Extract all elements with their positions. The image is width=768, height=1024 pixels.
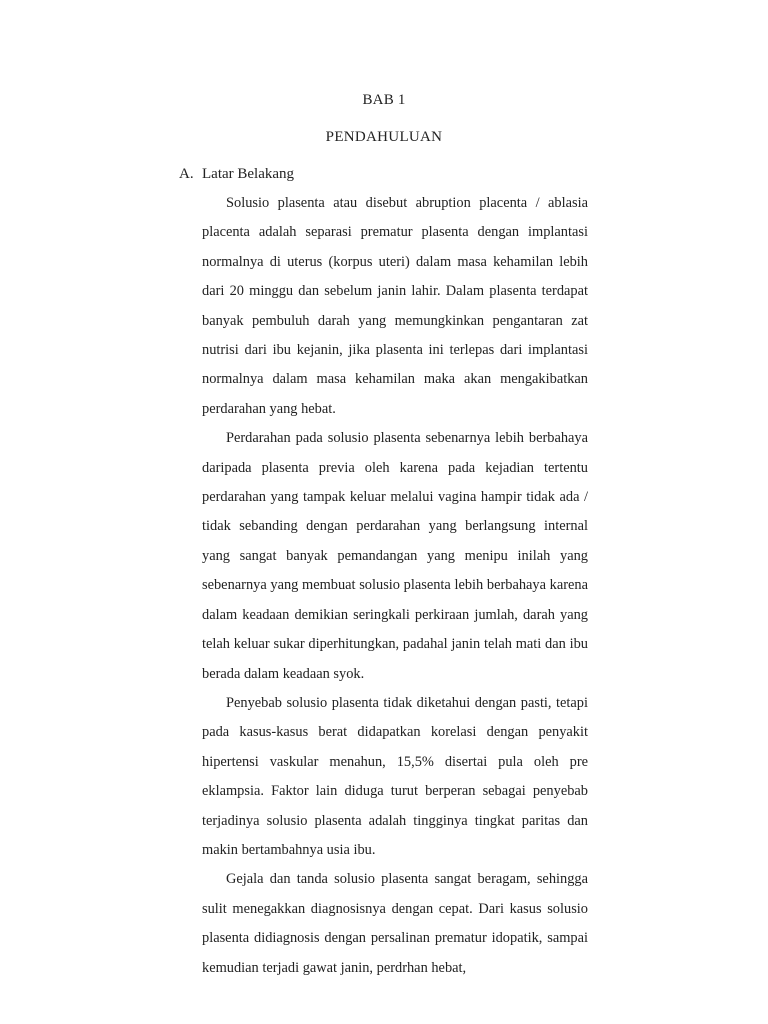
paragraph: Penyebab solusio plasenta tidak diketahui dengan pasti, tetapi pada kasus-kasus berat didapatkan korelasi dengan penyakit hipertensi vaskular menahun, 15,5% disertai pula oleh pre eklampsia. Faktor lain diduga turut berperan sebagai penyebab terjadinya solusio plasenta adalah tingginya tingkat paritas dan makin bertambahnya usia ibu. bbox=[202, 694, 588, 858]
chapter-title: PENDAHULUAN bbox=[325, 129, 443, 145]
section-heading-text: Latar Belakang bbox=[202, 166, 295, 182]
chapter-number: BAB 1 bbox=[362, 92, 406, 108]
paragraph: Gejala dan tanda solusio plasenta sangat beragam, sehingga sulit menegakkan diagnosisnya dengan cepat. Dari kasus solusio plasenta didiagnosis dengan persalinan prematur idopatik, sampai kemudian terjadi gawat janin, perdrhan hebat, bbox=[202, 871, 588, 976]
paragraph: Solusio plasenta atau disebut abruption placenta / ablasia placenta adalah separasi prematur plasenta dengan implantasi normalnya di uterus (korpus uteri) dalam masa kehamilan lebih dari 20 minggu dan sebelum janin lahir. Dalam plasenta terdapat banyak pembuluh darah yang memungkinkan pengantaran zat nutrisi dari ibu kejanin, jika plasenta ini terlepas dari implantasi normalnya dalam masa kehamilan maka akan mengakibatkan perdarahan yang hebat. bbox=[202, 195, 588, 417]
section-letter: A. bbox=[179, 166, 194, 182]
paragraph: Perdarahan pada solusio plasenta sebenarnya lebih berbahaya daripada plasenta previa oleh karena pada kejadian tertentu perdarahan yang tampak keluar melalui vagina hampir tidak ada / tidak sebanding dengan perdarahan yang berlangsung internal yang sangat banyak pemandangan yang menipu inilah yang sebenarnya yang membuat solusio plasenta lebih berbahaya karena dalam keadaan demikian seringkali perkiraan jumlah, darah yang telah keluar sukar diperhitungkan, padahal janin telah mati dan ibu berada dalam keadaan syok. bbox=[202, 430, 588, 682]
section-heading bbox=[179, 166, 294, 183]
body-text bbox=[202, 189, 588, 983]
